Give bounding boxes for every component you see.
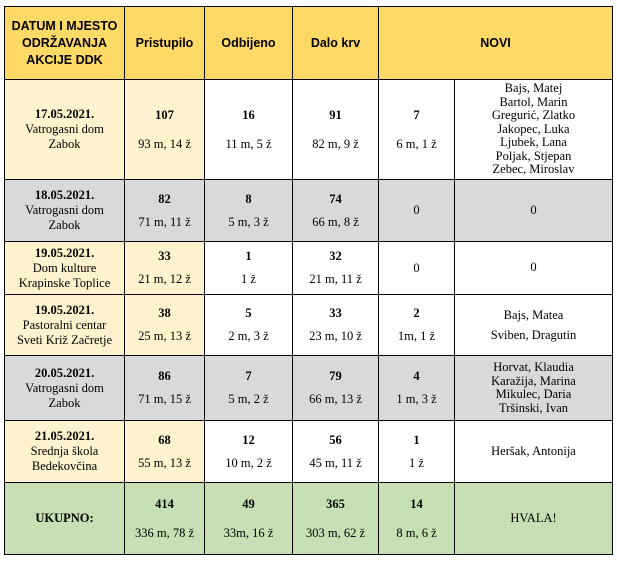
novi-breakdown: 1 m, 3 ž (396, 392, 437, 406)
table-row (5, 421, 613, 483)
dalo-krv-count: 91 (329, 107, 342, 122)
odbijeno-count: 12 (242, 432, 255, 447)
novi-count-cell (379, 421, 455, 483)
new-donor-name: Bajs, Matea (503, 308, 564, 322)
event-location-line: Zabok (48, 395, 81, 410)
dalo-krv-breakdown: 66 m, 8 ž (312, 214, 359, 229)
spacer (379, 448, 454, 456)
dalo-krv-cell (293, 80, 379, 180)
pristupilo-breakdown: 71 m, 15 ž (138, 392, 191, 406)
pristupilo-breakdown: 71 m, 11 ž (138, 214, 191, 229)
event-location-line: Dom kulture (32, 260, 97, 275)
header-pristupilo: Pristupilo (125, 7, 205, 80)
pristupilo-cell (125, 356, 205, 421)
total-label-cell (5, 483, 125, 555)
novi-names-cell (455, 421, 613, 483)
blood-donation-table (4, 6, 613, 555)
new-donor-name: Horvat, Klaudia (493, 360, 574, 374)
total-pristupilo-breakdown: 336 m, 78 ž (134, 525, 195, 540)
pristupilo-breakdown: 93 m, 14 ž (138, 136, 191, 151)
spacer (125, 448, 204, 456)
new-donor-name: Bajs, Matej (504, 81, 563, 96)
spacer (293, 321, 378, 329)
table-row (5, 242, 613, 295)
donation-table-wrapper (4, 6, 613, 555)
dalo-krv-breakdown: 21 m, 11 ž (309, 272, 362, 286)
novi-count: 0 (413, 203, 420, 217)
event-location-line: Zabok (48, 137, 81, 151)
pristupilo-cell (125, 80, 205, 180)
total-thanks-cell (455, 483, 613, 555)
spacer (205, 123, 292, 137)
novi-names-cell (455, 242, 613, 295)
odbijeno-count: 5 (245, 306, 252, 320)
spacer (125, 384, 204, 392)
spacer (125, 264, 204, 272)
pristupilo-count: 33 (158, 249, 171, 263)
total-odbijeno-breakdown: 33m, 16 ž (223, 525, 274, 540)
spacer (125, 123, 204, 137)
spacer (379, 123, 454, 137)
odbijeno-breakdown: 11 m, 5 ž (225, 136, 272, 151)
total-row (5, 483, 613, 555)
dalo-krv-count: 79 (329, 369, 342, 383)
novi-count-cell (379, 80, 455, 180)
novi-breakdown: 1 ž (409, 455, 424, 470)
dalo-krv-count: 32 (329, 249, 342, 263)
novi-breakdown: 1m, 1 ž (397, 329, 436, 343)
event-date: 20.05.2021. (34, 365, 95, 380)
event-date-location (5, 295, 125, 356)
table-row (5, 295, 613, 356)
novi-names-cell (455, 356, 613, 421)
dalo-krv-cell (293, 356, 379, 421)
novi-count: 4 (413, 369, 420, 383)
novi-count-cell (379, 180, 455, 242)
spacer (125, 207, 204, 215)
event-location-line: Vatrogasni dom (25, 122, 104, 136)
pristupilo-cell (125, 295, 205, 356)
spacer (205, 264, 292, 272)
pristupilo-count: 82 (158, 191, 171, 206)
novi-names-cell (455, 295, 613, 356)
dalo-krv-breakdown: 45 m, 11 ž (309, 455, 362, 470)
new-donor-name: 0 (530, 202, 537, 217)
pristupilo-count: 38 (158, 306, 171, 320)
pristupilo-breakdown: 25 m, 13 ž (138, 329, 191, 343)
new-donor-name: 0 (530, 260, 537, 275)
novi-count: 1 (413, 432, 420, 447)
spacer (205, 448, 292, 456)
dalo-krv-count: 74 (329, 191, 342, 206)
event-location-line: Srednja škola (30, 444, 99, 458)
new-donor-name: Zebec, Miroslav (492, 162, 575, 177)
new-donor-name: Karažija, Marina (491, 373, 576, 388)
header-row (5, 7, 613, 80)
novi-count: 7 (413, 107, 420, 122)
header-dalo-krv: Dalo krv (293, 7, 379, 80)
dalo-krv-cell (293, 180, 379, 242)
dalo-krv-cell (293, 295, 379, 356)
table-row (5, 80, 613, 180)
pristupilo-breakdown: 55 m, 13 ž (138, 455, 191, 470)
new-donor-name: Ljubek, Lana (500, 135, 567, 150)
odbijeno-cell (205, 180, 293, 242)
odbijeno-cell (205, 80, 293, 180)
odbijeno-cell (205, 421, 293, 483)
event-date: 18.05.2021. (34, 188, 95, 202)
event-location-line: Krapinske Toplice (18, 275, 111, 290)
pristupilo-count: 86 (158, 369, 171, 383)
event-location-line: Vatrogasni dom (25, 203, 104, 217)
dalo-krv-breakdown: 23 m, 10 ž (309, 329, 362, 343)
event-date-location (5, 80, 125, 180)
event-location-line: Zabok (48, 218, 81, 232)
new-donor-name: Sviben, Dragutin (490, 328, 577, 342)
dalo-krv-breakdown: 82 m, 9 ž (312, 136, 359, 151)
spacer (205, 512, 292, 526)
event-date-location (5, 242, 125, 295)
spacer (293, 512, 378, 526)
odbijeno-breakdown: 5 m, 2 ž (228, 392, 269, 406)
odbijeno-count: 1 (245, 249, 252, 263)
spacer (205, 321, 292, 329)
event-date: 21.05.2021. (34, 429, 95, 443)
odbijeno-count: 8 (245, 191, 252, 206)
spacer (379, 384, 454, 392)
odbijeno-cell (205, 295, 293, 356)
pristupilo-cell (125, 180, 205, 242)
novi-count-cell (379, 295, 455, 356)
total-novi-cell (379, 483, 455, 555)
event-location-line: Vatrogasni dom (25, 380, 104, 395)
spacer (205, 384, 292, 392)
spacer (293, 264, 378, 272)
spacer (293, 448, 378, 456)
pristupilo-count: 107 (155, 107, 174, 122)
novi-count: 0 (413, 260, 420, 275)
new-donor-name: Jakopec, Luka (497, 121, 570, 136)
event-date-location (5, 356, 125, 421)
event-location-line: Bedekovčina (31, 459, 98, 473)
total-dalo-krv-cell (293, 483, 379, 555)
dalo-krv-cell (293, 421, 379, 483)
novi-names-cell (455, 180, 613, 242)
spacer (125, 321, 204, 329)
odbijeno-breakdown: 1 ž (241, 272, 256, 286)
novi-count-cell (379, 356, 455, 421)
spacer (293, 207, 378, 215)
thanks-text: HVALA! (510, 511, 557, 525)
total-pristupilo-cell (125, 483, 205, 555)
total-dalo-krv-count: 365 (326, 496, 345, 511)
novi-breakdown: 6 m, 1 ž (396, 136, 437, 151)
event-date: 17.05.2021. (34, 107, 95, 121)
dalo-krv-breakdown: 66 m, 13 ž (309, 392, 362, 406)
new-donor-name: Tršinski, Ivan (499, 400, 568, 415)
total-pristupilo-count: 414 (155, 496, 174, 511)
new-donor-name: Gregurić, Zlatko (491, 108, 576, 123)
event-date: 19.05.2021. (34, 245, 95, 260)
total-label: UKUPNO: (35, 511, 94, 525)
total-dalo-krv-breakdown: 303 m, 62 ž (305, 525, 366, 540)
spacer (379, 512, 454, 526)
header-odbijeno: Odbijeno (205, 7, 293, 80)
spacer (293, 384, 378, 392)
table-row (5, 180, 613, 242)
pristupilo-breakdown: 21 m, 12 ž (138, 272, 191, 286)
dalo-krv-count: 33 (329, 306, 342, 320)
spacer (205, 207, 292, 215)
pristupilo-cell (125, 242, 205, 295)
odbijeno-cell (205, 242, 293, 295)
new-donor-name: Poljak, Stjepan (495, 148, 572, 163)
odbijeno-cell (205, 356, 293, 421)
novi-count: 2 (413, 306, 420, 320)
pristupilo-cell (125, 421, 205, 483)
spacer (125, 512, 204, 526)
dalo-krv-cell (293, 242, 379, 295)
header-novi: NOVI (379, 7, 613, 80)
pristupilo-count: 68 (158, 432, 171, 447)
new-donor-name: Bartol, Marin (499, 94, 568, 109)
odbijeno-count: 16 (242, 107, 255, 122)
odbijeno-breakdown: 10 m, 2 ž (225, 455, 272, 470)
odbijeno-breakdown: 5 m, 3 ž (228, 214, 269, 229)
odbijeno-breakdown: 2 m, 3 ž (228, 329, 269, 343)
spacer (293, 123, 378, 137)
spacer (379, 321, 454, 329)
total-odbijeno-cell (205, 483, 293, 555)
novi-names-cell (455, 80, 613, 180)
header-datum: DATUM I MJESTO ODRŽAVANJA AKCIJE DDK (5, 7, 125, 80)
dalo-krv-count: 56 (329, 432, 342, 447)
table-row (5, 356, 613, 421)
event-date-location (5, 180, 125, 242)
odbijeno-count: 7 (245, 369, 252, 383)
total-odbijeno-count: 49 (242, 496, 255, 511)
event-date: 19.05.2021. (34, 302, 95, 317)
new-donor-name: Heršak, Antonija (491, 443, 576, 458)
total-novi-breakdown: 8 m, 6 ž (396, 525, 437, 540)
event-location-line: Sveti Križ Začretje (16, 332, 113, 347)
event-date-location (5, 421, 125, 483)
novi-count-cell (379, 242, 455, 295)
new-donor-name: Mikulec, Daria (495, 387, 572, 401)
total-novi-count: 14 (410, 496, 423, 511)
event-location-line: Pastoralni centar (22, 317, 107, 332)
